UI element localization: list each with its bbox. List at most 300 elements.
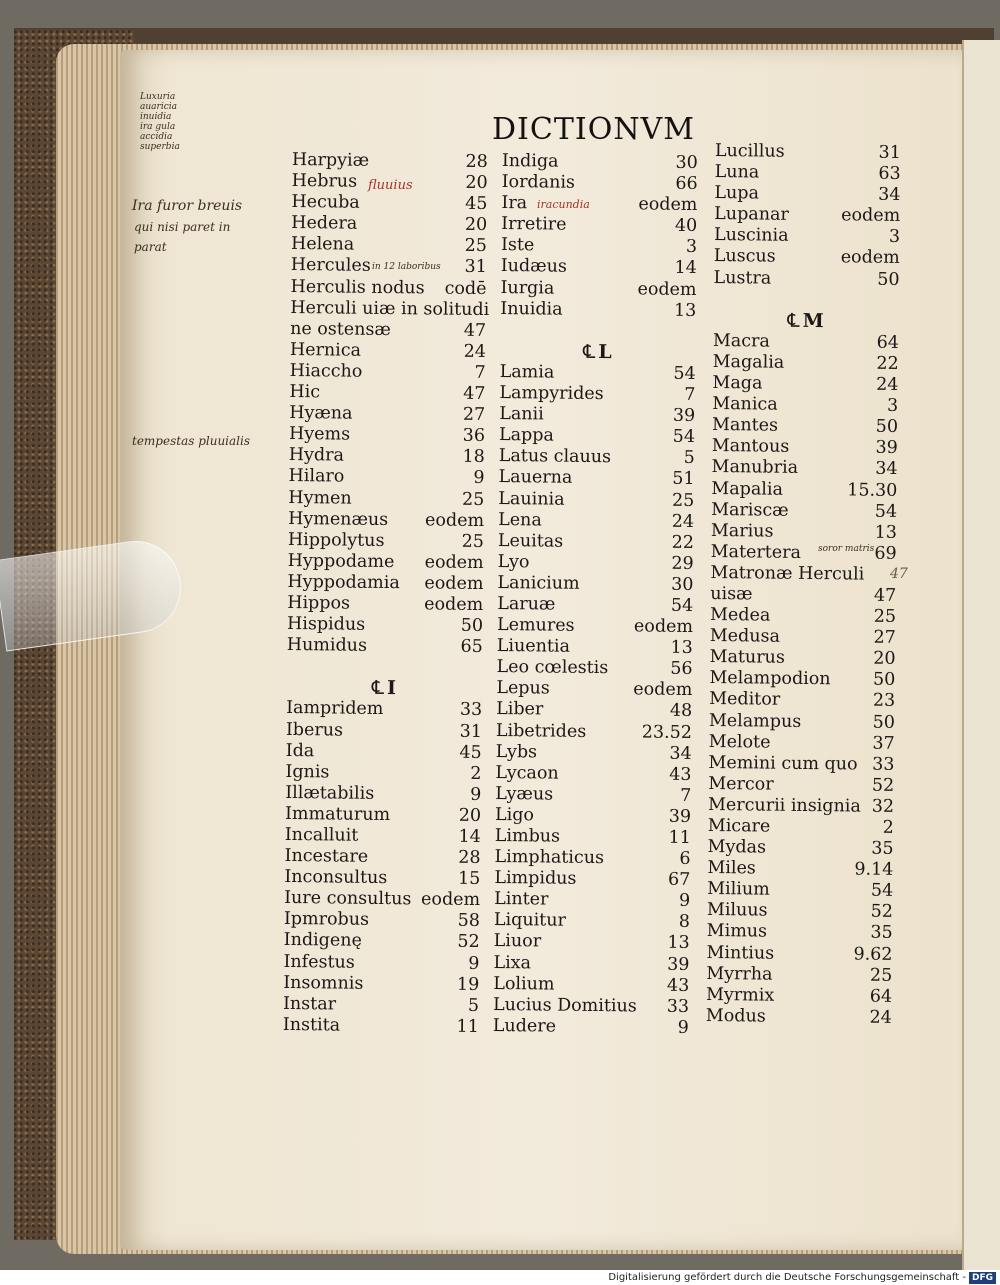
- entry-word: Lemures: [496, 615, 575, 636]
- index-entry: [709, 711, 895, 734]
- entry-word: Ira: [501, 193, 528, 214]
- entry-word: Lyo: [497, 551, 530, 573]
- entry-reference: 2: [470, 763, 482, 784]
- index-entry: [500, 278, 696, 301]
- index-entry: [496, 742, 692, 765]
- entry-reference: 18: [462, 447, 485, 468]
- entry-reference: 39: [875, 438, 898, 459]
- index-entry: [493, 953, 689, 976]
- entry-word: Infestus: [283, 951, 355, 973]
- entry-word: Ida: [285, 740, 315, 761]
- entry-reference: 48: [669, 701, 693, 722]
- entry-word: Lucius Domitius: [492, 994, 637, 1017]
- entry-reference: 50: [872, 670, 896, 691]
- marginal-note-ira-2: qui nisi paret in: [134, 220, 231, 234]
- section-letter: I: [386, 677, 398, 700]
- entry-word: Lampyrides: [499, 383, 604, 405]
- entry-reference: 15: [457, 868, 481, 890]
- entry-word: Lena: [498, 509, 542, 531]
- index-entry: [494, 889, 690, 912]
- entry-word: Lybs: [495, 741, 538, 763]
- entry-word: Mimus: [706, 921, 768, 943]
- index-entry: [284, 888, 480, 911]
- entry-reference: 9: [470, 784, 482, 805]
- entry-word: Hispidus: [286, 614, 366, 635]
- entry-word: Herculis nodus: [290, 276, 425, 298]
- entry-reference: 35: [870, 923, 893, 944]
- digitization-credit: [0, 1270, 1000, 1285]
- entry-word: Lupanar: [714, 204, 789, 226]
- entry-reference: 3: [685, 237, 698, 258]
- entry-word: Macra: [712, 330, 770, 352]
- blank-line: [713, 289, 899, 312]
- entry-reference: 25: [873, 606, 897, 627]
- top-left-marginal-notes: [140, 92, 180, 152]
- entry-word: Ipmrobus: [283, 909, 370, 931]
- entry-reference: 54: [874, 501, 898, 522]
- entry-word: Linter: [494, 889, 549, 910]
- entry-word: Mercurii insignia: [707, 794, 861, 817]
- index-entry: [496, 721, 692, 744]
- index-entry: [493, 1016, 689, 1039]
- entry-word: Luscus: [713, 246, 776, 268]
- section-heading: [713, 310, 899, 333]
- index-entry: [292, 171, 488, 194]
- entry-word: Lauinia: [498, 488, 565, 510]
- index-entry: [711, 478, 897, 501]
- entry-reference: eodem: [637, 278, 697, 300]
- entry-word: Luscinia: [713, 225, 789, 247]
- index-entry: [290, 361, 486, 384]
- entry-word: Limbus: [494, 825, 561, 847]
- index-entry: [707, 837, 893, 860]
- index-entry: [284, 909, 480, 932]
- entry-reference: 47: [463, 320, 487, 341]
- index-entry: [711, 457, 897, 480]
- index-entry: [499, 404, 695, 427]
- entry-word: Helena: [290, 234, 355, 256]
- index-entry: [288, 551, 484, 574]
- index-entry: [709, 732, 895, 755]
- entry-reference: 28: [465, 151, 488, 173]
- entry-word: Hyppodamia: [287, 571, 400, 594]
- index-entry: [715, 141, 901, 164]
- entry-reference: 25: [461, 531, 485, 552]
- index-entry: [707, 921, 893, 944]
- index-column-1: [283, 150, 488, 1038]
- index-entry: [706, 985, 892, 1008]
- index-entry: [289, 424, 485, 447]
- entry-reference: 39: [667, 954, 690, 975]
- marginal-note-line: superbia: [140, 142, 180, 152]
- entry-word: Melampus: [708, 710, 802, 732]
- entry-reference: 63: [878, 163, 901, 185]
- index-entry: [710, 605, 896, 628]
- entry-word: Melampodion: [709, 668, 831, 690]
- index-entry: [711, 500, 897, 523]
- index-entry: [285, 762, 481, 785]
- index-entry: [290, 297, 490, 321]
- section-letter: M: [802, 309, 825, 332]
- entry-reference: 32: [871, 796, 895, 817]
- index-entry: [284, 846, 480, 869]
- entry-reference: 3: [886, 395, 899, 417]
- entry-word: Hercules: [290, 255, 371, 277]
- entry-word: Hedera: [291, 213, 358, 234]
- entry-word: Libetrides: [495, 720, 587, 742]
- index-entry: [709, 647, 895, 670]
- page-heading: DICTIONVM: [492, 112, 695, 147]
- entry-reference: 13: [874, 522, 898, 543]
- entry-reference: 69: [874, 543, 897, 564]
- entry-reference: 64: [869, 986, 893, 1007]
- entry-word: Mapalia: [711, 478, 784, 500]
- entry-reference: 33: [459, 700, 483, 721]
- entry-reference: 31: [878, 142, 901, 163]
- index-entry: [494, 868, 690, 891]
- entry-reference: 7: [680, 785, 692, 806]
- entry-reference: 27: [873, 627, 896, 649]
- entry-reference: 24: [671, 511, 695, 532]
- entry-word: Hebrus: [291, 171, 358, 192]
- entry-word: Liuor: [493, 931, 542, 952]
- entry-reference: 64: [876, 332, 900, 353]
- entry-reference: 3: [888, 227, 901, 248]
- entry-word: Medea: [709, 605, 771, 626]
- entry-word: Hecuba: [291, 192, 360, 213]
- entry-word: Hippolytus: [287, 529, 385, 551]
- index-entry: [707, 900, 893, 923]
- credit-text: Digitalisierung gefördert durch die Deutsche Forschungsgemeinschaft -: [608, 1272, 966, 1283]
- marginal-note-ira-3: parat: [134, 240, 167, 254]
- entry-word: Iure consultus: [284, 888, 412, 910]
- index-entry: [500, 362, 696, 385]
- index-entry: [500, 299, 696, 322]
- entry-word: Manubria: [711, 457, 799, 479]
- entry-word: Memini cum quo: [708, 752, 858, 775]
- entry-word: Hydra: [288, 445, 345, 466]
- entry-reference: 43: [666, 975, 690, 996]
- index-entry: [707, 858, 893, 881]
- index-entry: [712, 394, 898, 417]
- entry-word: Immaturum: [284, 803, 391, 825]
- entry-word: Ludere: [492, 1015, 557, 1037]
- entry-word: Lanii: [499, 404, 544, 425]
- index-entry: [501, 214, 697, 237]
- entry-reference: eodem: [633, 616, 694, 638]
- entry-reference: 51: [672, 469, 695, 490]
- index-entry: [710, 626, 896, 649]
- entry-reference: 66: [675, 173, 698, 195]
- index-entry: [499, 383, 695, 406]
- entry-word: Hiaccho: [289, 360, 363, 382]
- index-entry: [498, 488, 694, 511]
- entry-reference: 67: [667, 869, 691, 891]
- index-entry: [708, 795, 894, 818]
- entry-reference: 34: [878, 184, 901, 206]
- entry-word: Incestare: [284, 846, 369, 867]
- marginal-note-ira-1: Ira furor breuis: [132, 198, 243, 214]
- entry-reference: 23.52: [641, 722, 693, 743]
- index-entry: [498, 552, 694, 575]
- entry-reference: 65: [460, 636, 483, 658]
- entry-word: Insomnis: [283, 972, 364, 994]
- entry-reference: eodem: [424, 510, 485, 531]
- index-entry: [496, 678, 692, 701]
- entry-reference: 9.62: [853, 944, 893, 965]
- entry-word: Manica: [712, 394, 778, 415]
- entry-reference: 45: [465, 194, 488, 215]
- index-entry: [712, 436, 898, 459]
- entry-word: Lappa: [498, 425, 555, 446]
- index-entry: [494, 910, 690, 933]
- entry-word: Hyppodame: [287, 550, 395, 572]
- entry-reference: 47: [873, 585, 897, 606]
- index-entry: [706, 1006, 892, 1029]
- entry-reference: 43: [669, 764, 692, 785]
- entry-word: Illætabilis: [285, 782, 375, 804]
- entry-word: Maturus: [709, 647, 785, 669]
- index-entry: [495, 805, 691, 828]
- entry-word: Harpyiæ: [291, 150, 370, 171]
- entry-reference: 25: [464, 236, 488, 257]
- index-entry: [707, 879, 893, 902]
- entry-reference: 24: [876, 374, 899, 395]
- entry-reference: 20: [464, 215, 488, 236]
- entry-reference: 52: [870, 902, 894, 923]
- entry-word: Myrmix: [705, 984, 775, 1006]
- entry-reference: 13: [667, 933, 690, 954]
- index-entry: [499, 425, 695, 448]
- index-entry: [497, 594, 693, 617]
- entry-reference: 54: [673, 363, 696, 384]
- index-column-3: [706, 141, 901, 1029]
- entry-word: Ligo: [494, 804, 535, 826]
- entry-word: Myrrha: [706, 963, 773, 985]
- index-entry: [291, 255, 487, 278]
- index-entry: [710, 584, 896, 607]
- index-entry: [288, 487, 484, 510]
- entry-reference: 9: [678, 891, 691, 912]
- entry-word: Lupa: [714, 183, 760, 204]
- entry-word: Hymen: [288, 487, 352, 509]
- gloss-matertera: soror matris: [818, 544, 875, 554]
- index-entry: [712, 373, 898, 396]
- entry-reference: 36: [462, 426, 486, 447]
- entry-word: Limphaticus: [494, 847, 605, 869]
- index-column-2: [493, 151, 698, 1039]
- entry-reference: 20: [458, 805, 482, 826]
- entry-word: Matertera: [710, 541, 802, 563]
- index-entry: [495, 763, 691, 786]
- entry-reference: 50: [872, 712, 896, 733]
- index-entry: [285, 825, 481, 848]
- entry-reference: 13: [673, 300, 697, 321]
- entry-word: Iudæus: [500, 256, 567, 278]
- index-entry: [496, 699, 692, 722]
- marginal-note-line: Luxuria: [140, 92, 176, 102]
- index-entry: [291, 192, 487, 215]
- index-entry: [287, 635, 483, 658]
- index-entry: [715, 162, 901, 185]
- index-entry: [501, 256, 697, 279]
- entry-reference: 34: [875, 459, 898, 480]
- index-entry: [498, 510, 694, 533]
- entry-word: Modus: [705, 1005, 766, 1027]
- entry-word: uisæ: [710, 583, 753, 605]
- entry-reference: 2: [882, 817, 894, 838]
- entry-word: Inconsultus: [284, 867, 388, 889]
- index-entry: [714, 204, 900, 227]
- entry-reference: 40: [674, 216, 698, 237]
- entry-word: Medusa: [709, 626, 781, 647]
- index-entry: [284, 867, 480, 890]
- entry-reference: 8: [678, 912, 691, 933]
- entry-reference: 6: [679, 848, 691, 870]
- index-entry: [287, 572, 483, 595]
- entry-word: Meditor: [709, 689, 781, 711]
- entry-reference: 9: [677, 1017, 689, 1038]
- entry-word: Hic: [289, 382, 321, 403]
- entry-word: Indigenę: [283, 930, 362, 952]
- entry-reference: eodem: [421, 889, 481, 911]
- entry-reference: 9: [473, 468, 485, 489]
- index-entry: [494, 931, 690, 954]
- entry-word: Iurgia: [500, 277, 555, 299]
- index-entry: [502, 172, 698, 195]
- entry-reference: 22: [876, 353, 899, 374]
- entry-reference: 19: [456, 974, 480, 995]
- index-entry: [497, 615, 693, 638]
- entry-reference: 29: [671, 553, 694, 574]
- entry-reference: 5: [467, 995, 480, 1016]
- entry-reference: 45: [459, 742, 482, 763]
- entry-reference: 9: [468, 953, 480, 974]
- index-entry: [713, 352, 899, 375]
- entry-reference: eodem: [840, 247, 900, 269]
- entry-reference: eodem: [424, 552, 484, 573]
- entry-reference: 39: [668, 806, 692, 827]
- index-entry: [498, 531, 694, 554]
- section-heading: [286, 677, 482, 700]
- index-entry: [289, 382, 485, 405]
- index-entry: [493, 995, 689, 1018]
- entry-word: Hyæna: [289, 403, 353, 424]
- entry-word: Melote: [708, 731, 771, 753]
- entry-reference: 37: [872, 733, 895, 754]
- index-entry: [714, 225, 900, 248]
- index-entry: [291, 234, 487, 257]
- entry-word: Lauerna: [498, 467, 573, 489]
- entry-reference: 5: [683, 448, 695, 469]
- entry-reference: 50: [875, 416, 899, 438]
- entry-word: Lyæus: [495, 783, 554, 805]
- blank-line: [500, 320, 696, 343]
- entry-word: Lustra: [713, 267, 772, 289]
- index-entry: [286, 741, 482, 764]
- entry-word: Milium: [707, 879, 770, 900]
- index-entry: [283, 973, 479, 996]
- index-entry: [711, 521, 897, 544]
- entry-reference: eodem: [841, 205, 901, 227]
- index-entry: [286, 698, 482, 721]
- index-entry: [283, 952, 479, 975]
- index-entry: [285, 804, 481, 827]
- entry-word: Maga: [712, 373, 763, 394]
- index-entry: [714, 246, 900, 269]
- entry-reference: 11: [456, 1016, 479, 1037]
- index-entry: [288, 466, 484, 489]
- index-entry: [288, 530, 484, 553]
- index-entry: [499, 446, 695, 469]
- index-entry: [290, 277, 486, 300]
- entry-reference: 52: [871, 775, 895, 796]
- section-mark: ℄: [583, 340, 597, 363]
- index-entry: [713, 268, 899, 291]
- entry-word: Lucillus: [714, 141, 785, 162]
- section-mark: ℄: [787, 309, 801, 332]
- entry-word: Iordanis: [501, 172, 576, 193]
- index-entry: [710, 563, 896, 586]
- index-entry: [286, 720, 482, 743]
- gloss-hercules: in 12 laboribus: [372, 262, 441, 272]
- marginal-note-hyems: tempestas pluuialis: [132, 434, 250, 448]
- entry-word: Laruæ: [497, 593, 556, 615]
- entry-reference: 14: [674, 258, 697, 279]
- entry-word: Lixa: [493, 952, 532, 973]
- dfg-logo: DFG: [969, 1272, 996, 1284]
- entry-word: ne ostensæ: [290, 318, 392, 340]
- entry-word: Hernica: [289, 339, 362, 361]
- entry-word: Institа: [282, 1014, 341, 1036]
- entry-reference: 14: [458, 826, 481, 848]
- entry-word: Humidus: [286, 635, 368, 656]
- entry-reference: 50: [460, 615, 484, 637]
- entry-reference: 54: [672, 427, 696, 448]
- facing-page-edge: [962, 40, 1000, 1270]
- entry-word: Mercor: [708, 773, 774, 795]
- index-entry: [713, 331, 899, 354]
- entry-reference: 35: [871, 838, 894, 860]
- entry-reference: 52: [457, 932, 480, 953]
- entry-word: Hyems: [288, 424, 351, 445]
- entry-word: Indiga: [501, 151, 559, 172]
- entry-word: Lamia: [499, 361, 555, 383]
- index-entry: [706, 964, 892, 987]
- entry-reference: 30: [675, 152, 698, 174]
- index-entry: [708, 816, 894, 839]
- entry-reference: 23: [872, 691, 896, 712]
- index-entry: [501, 235, 697, 258]
- entry-word: Micare: [707, 815, 771, 837]
- index-entry: [287, 614, 483, 637]
- entry-reference: 47: [463, 383, 486, 405]
- entry-reference: 15.30: [847, 479, 898, 501]
- marginal-note-line: auaricia: [140, 102, 177, 112]
- entry-reference: 50: [877, 269, 900, 290]
- index-entry: [502, 151, 698, 174]
- entry-word: Lolium: [493, 973, 555, 995]
- entry-word: Miluus: [706, 900, 768, 921]
- entry-reference: codē: [444, 278, 487, 299]
- marginal-note-line: ira gula: [140, 122, 176, 132]
- index-entry: [501, 193, 697, 216]
- entry-word: Latus clauus: [498, 446, 612, 468]
- entry-word: Mariscæ: [711, 499, 789, 521]
- entry-reference: 24: [463, 341, 487, 362]
- entry-word: Liquitur: [493, 910, 567, 932]
- gloss-matronae-number: 47: [890, 566, 908, 582]
